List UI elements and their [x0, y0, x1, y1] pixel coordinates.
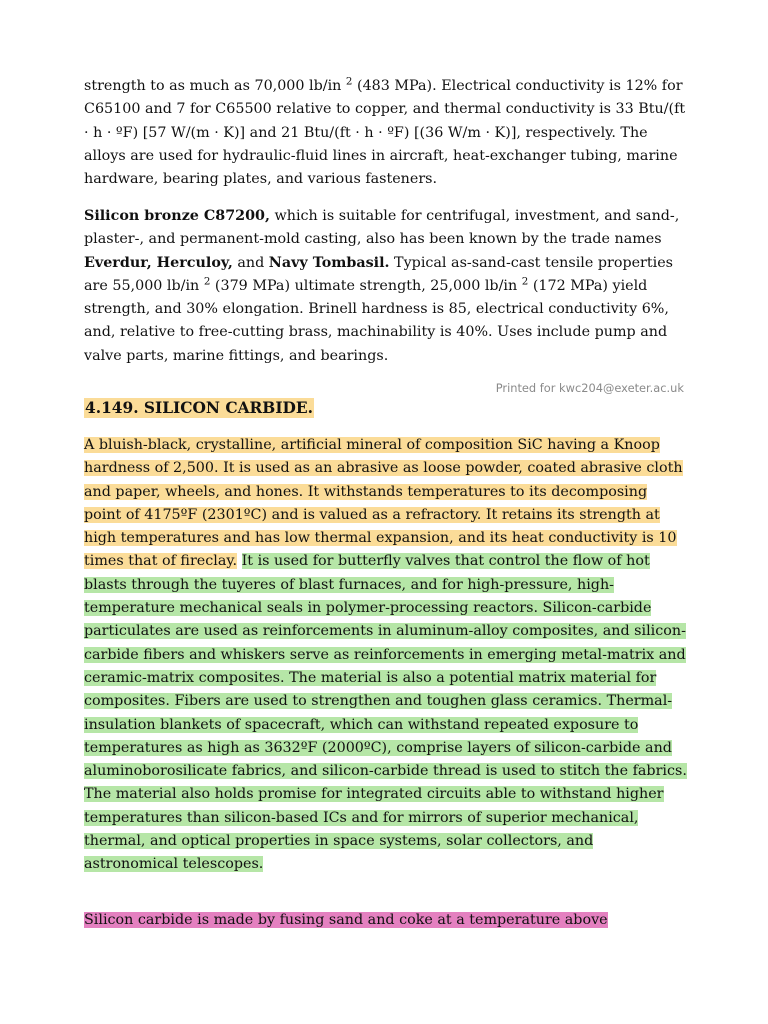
paragraph-text: which is suitable for centrifugal, investment, and sand-, plaster-, and permanent-mold casting, also has been known by the trade names: [84, 208, 680, 248]
paragraph-silicon-bronze: [84, 205, 688, 368]
highlight-green: It is used for butterfly valves that control the flow of hot blasts through the tuyeres of blast furnaces, and for high-pressure, high-temperature mechanical seals in polymer-processing reactors. Silicon-carbide particulates are used as reinforcements in aluminum-alloy composites, and silicon-carbide fibers and whiskers serve as reinforcements in emerging metal-matrix and ceramic-matrix composites. The material is also a potential matrix material for composites. Fibers are used to strengthen and toughen glass ceramics. Thermal-insulation blankets of spacecraft, which can withstand repeated exposure to temperatures as high as 3632ºF (2000ºC), comprise layers of silicon-carbide and aluminoborosilicate fabrics, and silicon-carbide thread is used to stitch the fabrics. The material also holds promise for integrated circuits able to withstand higher temperatures than silicon-based ICs and for mirrors of superior mechanical, thermal, and optical properties in space systems, solar collectors, and astronomical telescopes.: [84, 553, 687, 873]
superscript: 2: [345, 75, 353, 88]
term-trade-names: Everdur, Herculoy,: [84, 254, 233, 271]
term-silicon-bronze: Silicon bronze C87200,: [84, 208, 270, 224]
highlight-pink: Silicon carbide is made by fusing sand and coke at a temperature above: [84, 912, 608, 928]
term-navy-tombasil: Navy Tombasil.: [268, 254, 390, 271]
superscript: 2: [203, 275, 211, 288]
paragraph-manufacture: [84, 909, 688, 932]
paragraph-silicon-carbide: [84, 434, 688, 877]
section-heading: [84, 396, 314, 420]
paragraph-text: and: [232, 254, 269, 271]
heading-text: 4.149. SILICON CARBIDE.: [85, 399, 313, 417]
paragraph-text: Typical as-sand-cast tensile properties are 55,000 lb/in: [84, 254, 674, 294]
paragraph-text: strength to as much as 70,000 lb/in: [84, 78, 346, 94]
superscript: 2: [521, 275, 529, 288]
print-watermark: Printed for kwc204@exeter.ac.uk: [495, 381, 684, 395]
highlight-yellow: A bluish-black, crystalline, artificial mineral of composition SiC having a Knoop hardness of 2,500. It is used as an abrasive as loose powder, coated abrasive cloth and paper, wheels, and hones. It withstands temperatures to its decomposing point of 4175ºF (2301ºC) and is valued as a refractory. It retains its strength at high temperatures and has low thermal expansion, and its heat conductivity is 10 times that of fireclay.: [84, 437, 683, 570]
paragraph-text: (483 MPa). Electrical conductivity is 12% for C65100 and 7 for C65500 relative to copper, and thermal conductivity is 33 Btu/(ft · h · ºF) [57 W/(m · K)] and 21 Btu/(ft · h · ºF) [(36 W/m · K)], respectively. The alloys are used for hydraulic-fluid lines in aircraft, heat-exchanger tubing, marine hardware, bearing plates, and various fasteners.: [84, 78, 686, 188]
paragraph-text: (172 MPa) yield strength, and 30% elongation. Brinell hardness is 85, electrical conductivity 6%, and, relative to free-cutting brass, machinability is 40%. Uses include pump and valve parts, marine fittings, and bearings.: [84, 277, 669, 364]
paragraph-alloy-properties: [84, 75, 688, 191]
paragraph-text: (379 MPa) ultimate strength, 25,000 lb/in: [210, 277, 522, 294]
